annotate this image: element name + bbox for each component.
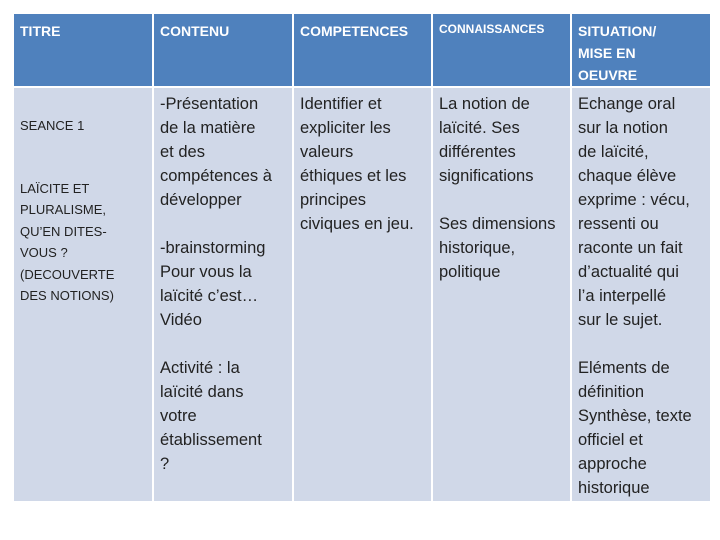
header-titre: TITRE xyxy=(14,14,152,86)
situation-1: Echange oral sur la notion de laïcité, chaque élève exprime : vécu, ressenti ou raconte un fait d’actualité qui l’a interpellé sur le sujet. xyxy=(578,95,690,329)
lesson-table xyxy=(14,14,710,501)
connaissances-2: Ses dimensions historique, politique xyxy=(439,215,556,281)
contenu-1: -Présentation de la matière et des compétences à développer xyxy=(160,95,272,209)
header-connaissances: CONNAISSANCES xyxy=(433,14,570,86)
header-contenu: CONTENU xyxy=(154,14,292,86)
contenu-2: -brainstorming Pour vous la laïcité c’est… Vidéo xyxy=(160,239,266,329)
contenu-3: Activité : la laïcité dans votre établissement ? xyxy=(160,359,262,473)
seance-label: SEANCE 1 xyxy=(20,117,85,133)
situation-2: Eléments de définition Synthèse, texte officiel et approche historique xyxy=(578,359,692,497)
cell-titre xyxy=(14,88,152,501)
header-situation: SITUATION/ MISE EN OEUVRE xyxy=(572,14,710,86)
header-competences: COMPETENCES xyxy=(294,14,431,86)
seance-subject: LAÏCITE ET PLURALISME, QU’EN DITES- VOUS ? (DECOUVERTE DES NOTIONS) xyxy=(20,180,115,303)
cell-situation xyxy=(572,88,710,501)
cell-competences: Identifier et expliciter les valeurs éthiques et les principes civiques en jeu. xyxy=(294,88,431,501)
cell-connaissances xyxy=(433,88,570,501)
connaissances-1: La notion de laïcité. Ses différentes significations xyxy=(439,95,534,185)
cell-contenu xyxy=(154,88,292,501)
